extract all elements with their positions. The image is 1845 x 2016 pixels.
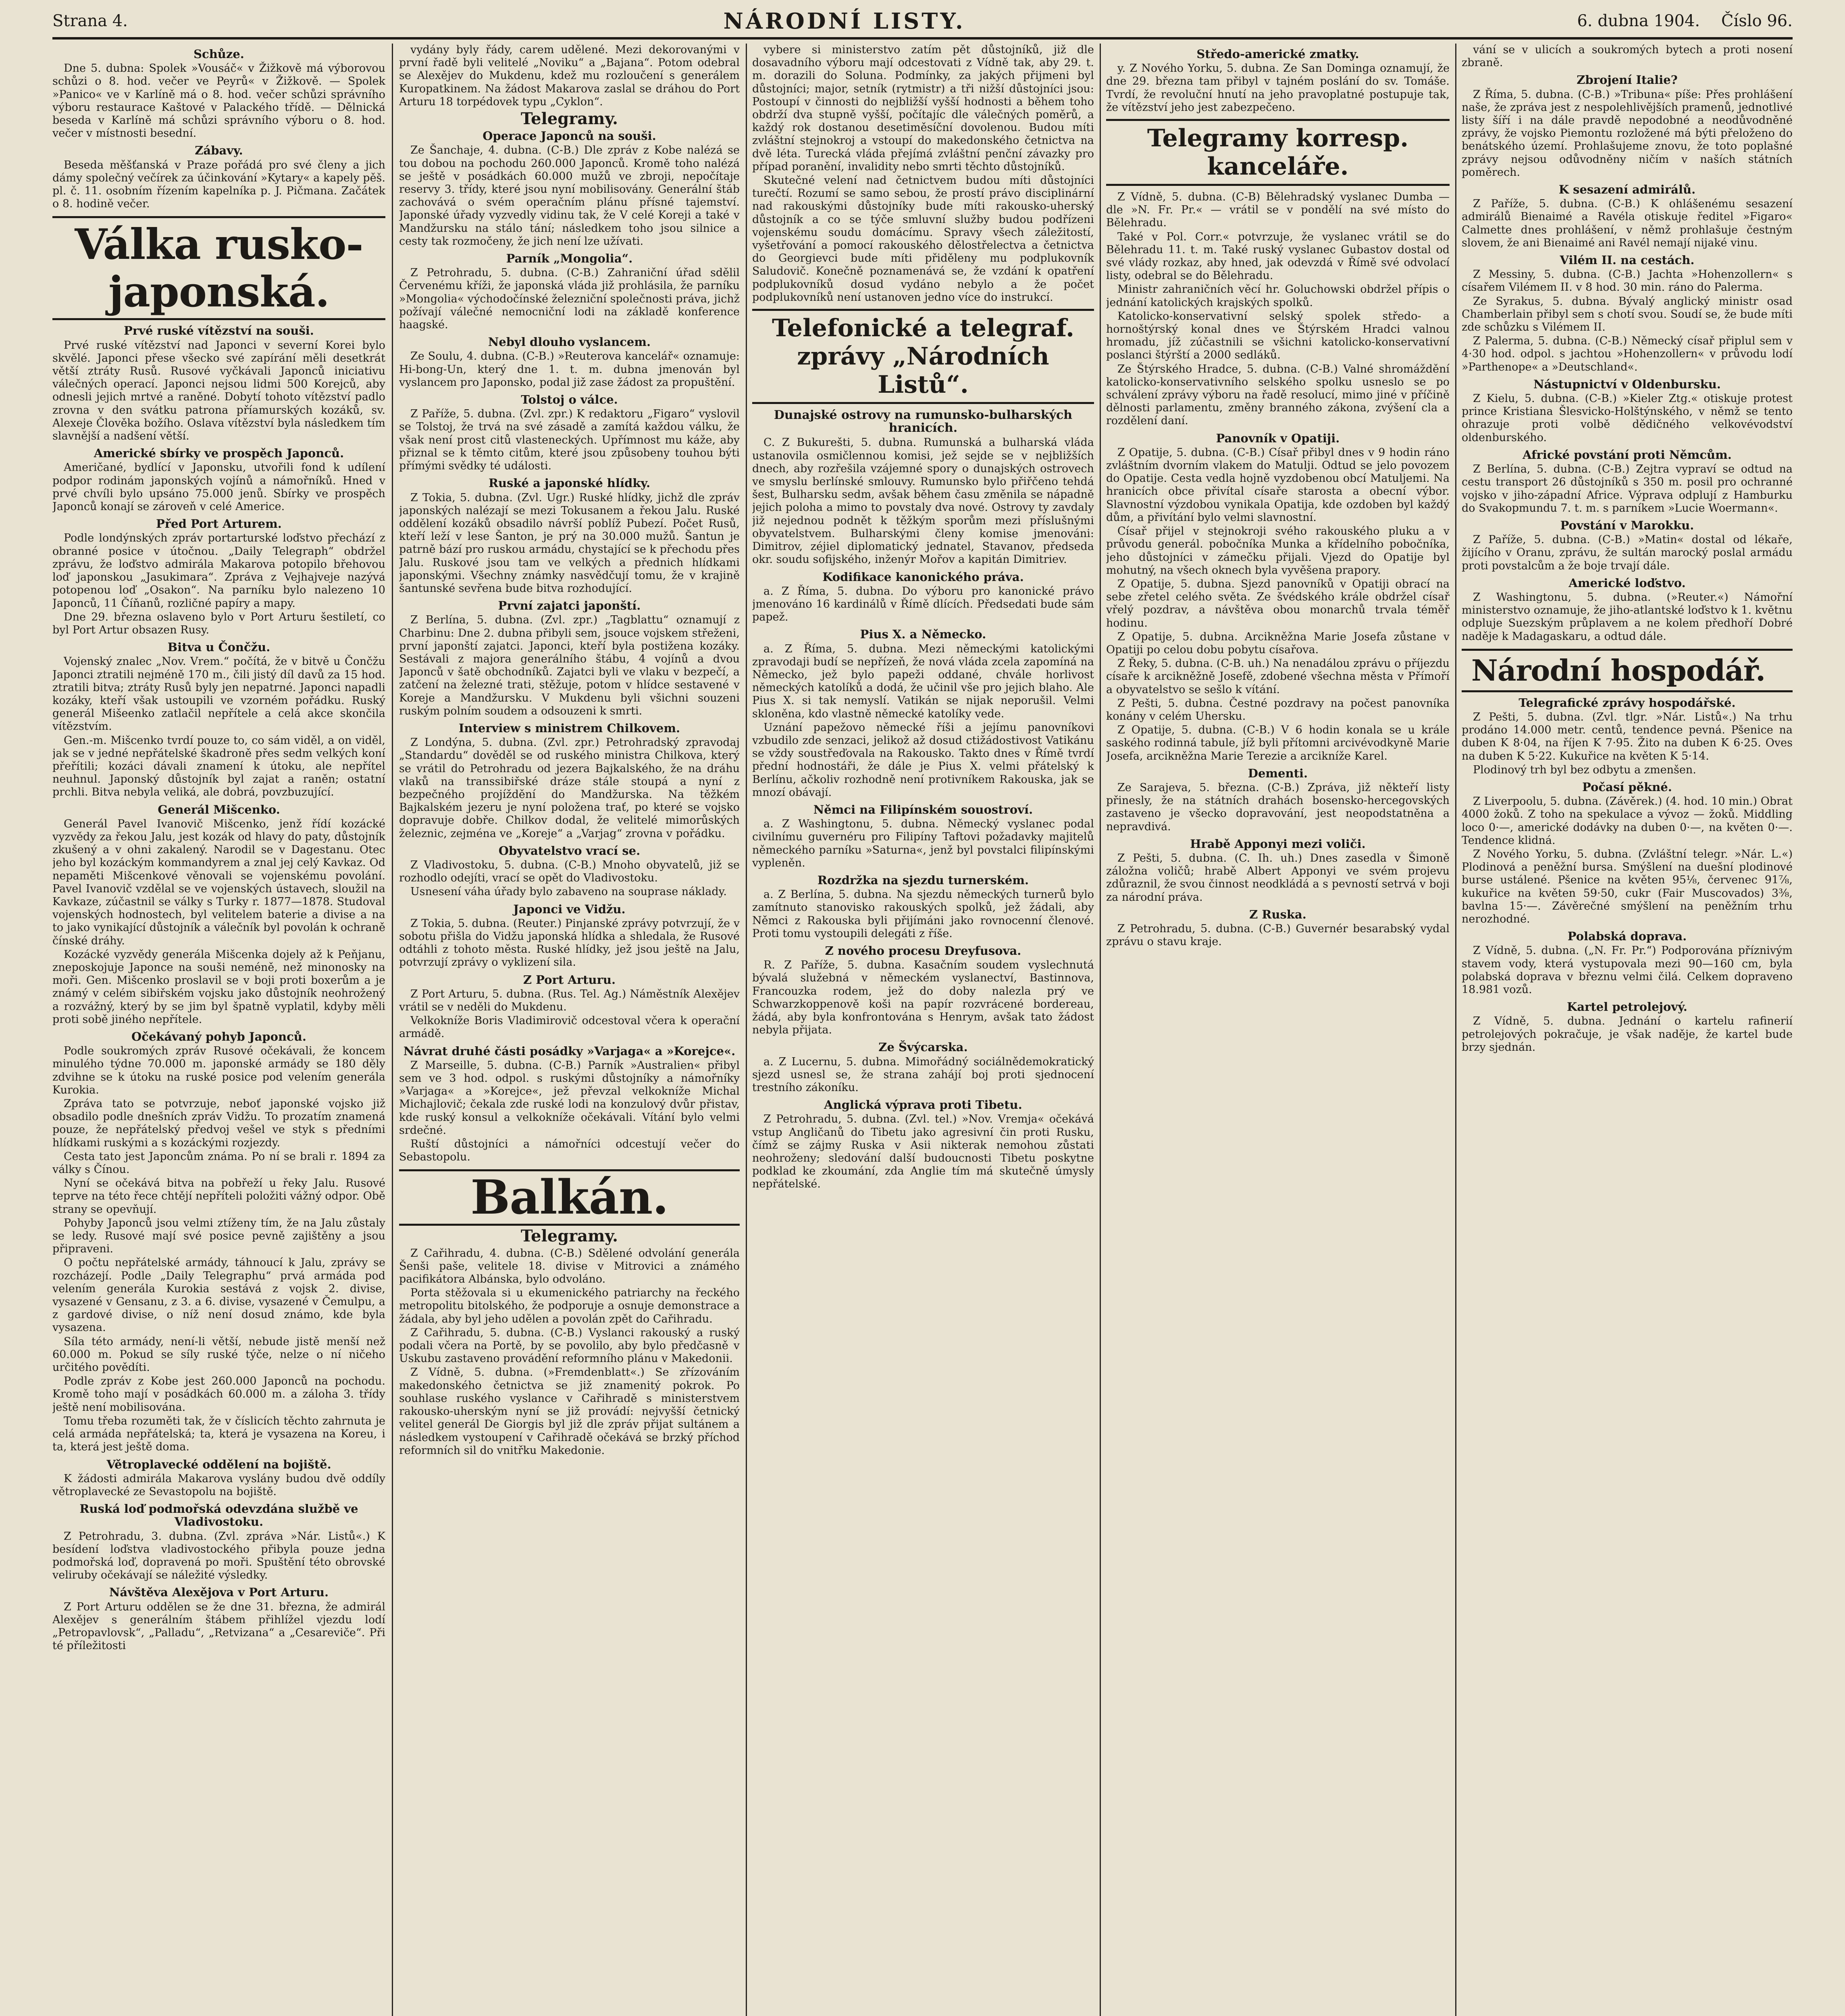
article-paragraph: Velkokníže Boris Vladimirovič odcestoval včera k operační armádě. bbox=[399, 1014, 740, 1040]
article-paragraph: y. Z Nového Yorku, 5. dubna. Ze San Dominga oznamují, že dne 29. března tam přibyl v tajném poslání do sv. Tomáše. Tvrdí, že revoluční hnutí na jeho pravoplatné postupuje tak, že vítězství jeho jest zabezpečeno. bbox=[1106, 62, 1450, 114]
column-divider bbox=[746, 44, 747, 2016]
column-divider bbox=[1100, 44, 1101, 2016]
article-subheading: Rozdržka na sjezdu turnerském. bbox=[817, 873, 1029, 887]
issue-date: 6. dubna 1904. bbox=[1577, 12, 1700, 30]
article-paragraph: Dne 29. března oslaveno bylo v Port Arturu šestiletí, co byl Port Artur obsazen Rusy. bbox=[52, 610, 385, 636]
article-paragraph: Američané, bydlící v Japonsku, utvořili fond k udílení podpor rodinám japonských vojínů a námořníků. Hned v prvé chvíli bylo upsáno 75.000 jenů. Sbírky ve prospěch Japonců konají se zároveň v celé Americe. bbox=[52, 461, 385, 513]
article-paragraph: Pohyby Japonců jsou velmi ztíženy tím, že na Jalu zůstaly se ledy. Rusové mají své posice pevně zajištěny a jsou připraveni. bbox=[52, 1216, 385, 1256]
article-subheading: Polabská doprava. bbox=[1567, 929, 1687, 943]
article-paragraph: Z Petrohradu, 5. dubna. (Zvl. tel.) »Nov. Vremja« očekává vstup Angličanů do Tibetu jako agresivní čin proti Rusku, čímž se zájmy Ruska v Asii nikterak nemohou zůstati neohroženy; sledování další budoucnosti Tibetu poskytne podklad ke zkoumání, zda Anglie tím má skutečně úmysly nepřátelské. bbox=[752, 1113, 1094, 1191]
article-paragraph: Usnesení váha úřady bylo zabaveno na souprase náklady. bbox=[410, 885, 727, 898]
article-paragraph: Zpráva tato se potvrzuje, neboť japonské vojsko již obsadilo podle dnešních zpráv Vidžu. To prozatím znamená pouze, že nepřátelský předvoj vešel ve styk s předními hlídkami ruskými a s kozáckými rozjezdy. bbox=[52, 1098, 385, 1149]
article-paragraph: Z Opatije, 5. dubna. (C-B.) Císař přibyl dnes v 9 hodin ráno zvláštním dvorním vlakem do Matulji. Odtud se jelo povozem do Opatije. Cesta vedla hojně vyzdobenou obcí Matuljemi. Na hranicích obce přivítal císaře starosta a obecní výbor. Slavnostní výzdobou vynikala Opatija, kde ozdoben byl každý dům, a přivítání bylo velmi slavnostní. bbox=[1106, 446, 1450, 524]
article-subheading: Návštěva Alexějova v Port Arturu. bbox=[109, 1585, 329, 1599]
article-subheading: Větroplavecké oddělení na bojiště. bbox=[106, 1457, 331, 1471]
article-subheading: Bitva u Čončžu. bbox=[167, 640, 270, 654]
article-paragraph: C. Z Bukurešti, 5. dubna. Rumunská a bulharská vláda ustanovila osmičlennou komisi, jež sejde se v nejbližších dnech, aby rozřešila vzájemné spory o dunajských ostrovech ve smyslu berlínské smlouvy. Rumunsko bylo přiřčeno tehdá šest, Bulharsku sedm, avšak během času změnila se nápadně jejich poloha a mimo to povstaly dva nové. Ostrovy ty zavdaly již nejednou podnět k těžkým sporům mezi příslušnými obyvatelstvem. Bulharskými členy komise jmenováni: Dimitrov, zéjiel diplomatický jednatel, Stavanov, předseda okr. soudu sofijského, inženýr Mořov a kapitán Dimitriev. bbox=[752, 436, 1094, 566]
article-paragraph: Z Tokia, 5. dubna. (Zvl. Ugr.) Ruské hlídky, jichž dle zpráv japonských nalézají se mezi Tokusanem a řekou Jalu. Ruské oddělení kozáků obsadilo návrší poblíž Pubezí. Počet Rusů, kteří leží v lese Šanton, je prý na 30.000 mužů. Šantun je patrně bází pro ruskou armádu, chystající se k přechodu přes Jalu. Ruskové jsou tam ve velkých a přednich hlídkami japonskými. Všechny známky nasvědčují tomu, že v krajině šantunské sevřena bude bitva rozhodující. bbox=[399, 491, 740, 595]
article-paragraph: Ze Šanchaje, 4. dubna. (C-B.) Dle zpráv z Kobe nalézá se tou dobou na pochodu 260.000 Japonců. Kromě toho nalézá se ještě v posádkách 60.000 mužů ve zbroji, nepočítaje reservy 3. třídy, které jsou nyní mobilisovány. Generální štáb zachovává o svém operačním plánu přísné tajemství. Japonské úřady vyzvedly vidinu tak, že V celé Koreji a také v Mandžursku na stálo tání; následkem toho jsou silnice a cesty tak rozmočeny, že jich není lze užívati. bbox=[399, 144, 740, 248]
article-paragraph: Síla této armády, není-li větší, nebude jistě menší než 60.000 m. Pokud se síly ruské týče, nelze o ní ničeho určitého povědíti. bbox=[52, 1335, 385, 1374]
article-paragraph: Ministr zahraničních věcí hr. Goluchowski obdržel přípis o jednání katolických krajských spolků. bbox=[1106, 283, 1450, 309]
article-paragraph: Skutečné velení nad četnictvem budou míti důstojníci turečtí. Rozumí se samo sebou, že prostí právo disciplinární nad rakouskými důstojníky bude míti rakousko-uherský důstojník a co se týče smluvní služby budou podřízeni vojenskému soudu domácímu. Spravy všech záležitostí, vyšetřování a pomocí rakouského dělostřelectva a četnictva do Georgievci bude míti přiděleny mu podplukovník Saludovič. Konečně poznamenává se, že vzdání k opatření podplukovníků dosud vydáno nebylo a že počet podplukovníků není ustanoven jedno více do instrukcí. bbox=[752, 174, 1094, 304]
boxed-subheading: Dunajské ostrovy na rumunsko-bulharských hranicích. bbox=[774, 408, 1073, 435]
section-heading: Národní hospodář. bbox=[1462, 649, 1793, 692]
article-paragraph: Z Opatije, 5. dubna. Sjezd panovníků v Opatiji obrací na sebe zřetel celého světa. Ze švédského krále obdržel císař vřelý pozdrav, a návštěva obou monarchů trvala téměř hodinu. bbox=[1106, 577, 1450, 629]
article-subheading: Africké povstání proti Němcům. bbox=[1523, 448, 1732, 462]
article-subheading: Ze Švýcarska. bbox=[878, 1040, 968, 1054]
article-paragraph: Z Cařihradu, 4. dubna. (C-B.) Sdělené odvolání generála Šenši paše, velitele 18. divise v Mitrovici a známého pacifikátora Albánska, bylo odvoláno. bbox=[399, 1247, 740, 1286]
column-2 bbox=[399, 44, 740, 2016]
article-paragraph: Z Pešti, 5. dubna. (Zvl. tlgr. »Nár. Listů«.) Na trhu prodáno 14.000 metr. centů, tendence pevná. Pšenice na duben K 8·04, na říjen K 7·95. Žito na duben K 6·25. Oves na duben K 5·22. Kukuřice na květen K 5·14. bbox=[1462, 710, 1793, 762]
article-paragraph: vání se v ulicích a soukromých bytech a proti nosení zbraně. bbox=[1462, 44, 1793, 69]
article-subheading: Parník „Mongolia“. bbox=[506, 252, 633, 266]
article-paragraph: vybere si ministerstvo zatím pět důstojníků, již dle dosavadního výboru mají odcestovati z Vídně tak, aby 29. t. m. dorazili do Soluna. Podmínky, za jakých přijmeni byl důstojníci; major, setník (rytmistr) a tři nižší důstojníci jsou: Postoupí v činnosti do nejbližší vyšší hodnosti a během toho obdrží dva stupně vyšší, počítajíc dle válečných poměrů, a každý rok dostanou desetiměsíční dovolenou. Budou míti zvláštní stejnokroj a vstoupí do makedonského četnictva na dvě léta. Turecká vláda přejímá zvláštní penční závazky pro případ poranění, invalidity nebo smrti těchto důstojníků. bbox=[752, 44, 1094, 173]
article-subheading: Z Port Arturu. bbox=[523, 973, 616, 987]
article-paragraph: Z Vídně, 5. dubna. Jednání o kartelu rafinerií petrolejových pokračuje, je však naděje, že kartel bude brzy sjednán. bbox=[1462, 1015, 1793, 1054]
article-paragraph: a. Z Berlína, 5. dubna. Na sjezdu německých turnerů bylo zamítnuto stanovisko rakouských spolků, jež žádali, aby Němci z Rakouska byli přijímáni jako rovnocenní členové. Proti tomu vystoupili delegáti z říše. bbox=[752, 888, 1094, 940]
article-paragraph: Gen.-m. Mišcenko tvrdí pouze to, co sám viděl, a on viděl, jak se v jedné nepřátelské škadroně přes sedm velkých koní přeřítili; kozáci dávali znamení k útoku, ale nepřítel neuhnul. Japonský důstojník byl zajat a raněn; ostatní prchli. Bitva nebyla veliká, ale dobrá, povzbuzující. bbox=[52, 734, 385, 799]
article-subheading: Americké loďstvo. bbox=[1568, 576, 1686, 590]
article-paragraph: Z Opatije, 5. dubna. Arcikněžna Marie Josefa zůstane v Opatiji po celou dobu pobytu císařova. bbox=[1106, 630, 1450, 656]
article-subheading: K sesazení admirálů. bbox=[1558, 183, 1696, 197]
newspaper-title: NÁRODNÍ LISTY. bbox=[723, 8, 965, 34]
article-paragraph: Z Berlína, 5. dubna. (C-B.) Zejtra vypraví se odtud na cestu transport 26 důstojníků s 350 m. posil pro ochranné vojsko v jiho-západní Africe. Výprava odplují z Hamburku do Svakopmundu 7. t. m. s parníkem »Lucie Woermann«. bbox=[1462, 463, 1793, 514]
article-paragraph: Porta stěžovala si u ekumenického patriarchy na řeckého metropolitu bitolského, že podporuje a osnuje demonstrace a žádala, aby byl jeho udělen a povolán zpět do Cařihradu. bbox=[399, 1287, 740, 1325]
article-subheading: Operace Japonců na souši. bbox=[483, 129, 656, 143]
column-divider bbox=[392, 44, 393, 2016]
article-paragraph: a. Z Washingtonu, 5. dubna. Německý vyslanec podal civilnímu guvernéru pro Filipíny Taftovi požadavky majitelů německého parníku »Saturna«, jenž byl povstalci filipínskými vypleněn. bbox=[752, 818, 1094, 869]
article-paragraph: Z Port Arturu, 5. dubna. (Rus. Tel. Ag.) Náměstník Alexějev vrátil se v neděli do Mukdenu. bbox=[399, 987, 740, 1014]
article-paragraph: Z Washingtonu, 5. dubna. (»Reuter.«) Námořní ministerstvo oznamuje, že jiho-atlantské loďstvo k 1. květnu odpluje Suezským průplavem a ne kolem předhoří Dobré naděje k Madagaskaru, a odtud dále. bbox=[1462, 591, 1793, 643]
article-subheading: Němci na Filipínském souostroví. bbox=[813, 802, 1033, 816]
article-paragraph: Z Paříže, 5. dubna. (C-B.) »Matin« dostal od lékaře, žijícího v Oranu, zprávu, že sultán marocký poslal armádu proti povstalcům a že boje trvají dále. bbox=[1462, 533, 1793, 572]
article-paragraph: Ruští důstojníci a námořníci odcestují večer do Sebastopolu. bbox=[399, 1138, 740, 1164]
article-subheading: Hrabě Apponyi mezi voliči. bbox=[1190, 837, 1366, 851]
article-paragraph: Beseda měšťanská v Praze pořádá pro své členy a jich dámy společný večírek za účinkování »Kytary« a kapely pěš. pl. č. 11. osobním řízením kapelníka p. J. Pičmana. Začátek o 8. hodině večer. bbox=[52, 158, 385, 210]
article-subheading: Z nového procesu Dreyfusova. bbox=[825, 943, 1021, 958]
article-paragraph: Kozácké vyzvědy generála Mišcenka dojely až k Peňjanu, zneposkojuje Japonce na souši neméně, než minonosky na moři. Gen. Mišcenko proslavil se v boji proti boxerům a je známý v celém sibiřském vojsku jako důstojník neohrožený a rozvážný, který by se jim byl špatně vyplatil, kdyby měli proti sobě jiného nepřítele. bbox=[52, 948, 385, 1026]
article-subheading: Vilém II. na cestách. bbox=[1560, 253, 1695, 267]
article-paragraph: a. Z Říma, 5. dubna. Mezi německými katolickými zpravodaji budí se nepřízeň, že nová vláda zcela zapomíná na Německo, jež bylo papeži oddané, chvále horlivost německých katolíků a dodá, že učinil vše pro jejich blaho. Ale Pius X. si tak nemyslí. Vatikán se nijak neporušil. Velmi skloněna, kdo vlastně německé katolíky vede. bbox=[752, 642, 1094, 720]
article-subheading: Americké sbírky ve prospěch Japonců. bbox=[94, 446, 344, 460]
article-subheading: Prvé ruské vítězství na souši. bbox=[124, 324, 314, 338]
article-subheading: Tolstoj o válce. bbox=[521, 393, 618, 407]
article-paragraph: vydány byly řády, carem udělené. Mezi dekorovanými v první řadě byli velitelé „Noviku“ a „Bajana“. Potom odebral se Alexějev do Mukdenu, kdež mu rozloučení s generálem Kuropatkinem. Na žádost Makarova zaslal se dráhou do Port Arturu 18 torpédovek typu „Cyklon“. bbox=[399, 44, 740, 108]
article-subheading: Anglická výprava proti Tibetu. bbox=[824, 1098, 1022, 1112]
article-paragraph: Ze Syrakus, 5. dubna. Bývalý anglický ministr osad Chamberlain přibyl sem s chotí svou. Soudí se, že bude míti zde schůzku s Vilémem II. bbox=[1462, 295, 1793, 334]
article-paragraph: a. Z Lucernu, 5. dubna. Mimořádný sociálnědemokratický sjezd usnesl se, že strana zahájí boj proti sjednocení trestního zákoníku. bbox=[752, 1055, 1094, 1094]
article-subheading: Povstání v Marokku. bbox=[1560, 518, 1694, 532]
article-paragraph: Z Nového Yorku, 5. dubna. (Zvláštní telegr. »Nár. L.«) Plodinová a peněžní bursa. Smýšlení na duešní plodinové burse ustálené. Pšenice na květen 95⅛, červenec 91⅞, kukuřice na květen 59·50, cukr (Fair Muscovados) 3⅜, bavlna 15·—. Závěrečné smýšlení na peněžním trhu nerozhodné. bbox=[1462, 848, 1793, 925]
article-paragraph: R. Z Paříže, 5. dubna. Kasačním soudem vyslechnutá bývalá služebná v německém vyslanectví, Bastinnova, Francouzka rodem, jež do doby nalezla prý ve Schwarzkoppenově koši na papír rozvrácené bordereau, žádá, aby byla konfrontována s Henrym, avšak tato žádost nebyla přijata. bbox=[752, 959, 1094, 1037]
article-subheading: Počasí pěkné. bbox=[1582, 780, 1672, 794]
article-paragraph: Z Řeky, 5. dubna. (C-B. uh.) Na nenadálou zprávu o příjezdu císaře k arcikněžně Josefě, zdobené všechna města v Přímoří a obyvatelstvo se sešlo k vítání. bbox=[1106, 657, 1450, 696]
article-paragraph: Z Port Arturu oddělen se že dne 31. března, že admirál Alexějev s generálním štábem přihlížel vjezdu lodí „Petropavlovsk“, „Palladu“, „Retvizana“ a „Cesareviče“. Při té příležitosti bbox=[52, 1600, 385, 1652]
article-paragraph: Z Pešti, 5. dubna. Čestné pozdravy na počest panovníka konány v celém Uhersku. bbox=[1106, 697, 1450, 723]
article-paragraph: Nyní se očekává bitva na pobřeží u řeky Jalu. Rusové teprve na této řece chtějí nepříteli položiti vážný odpor. Obě strany se opevňují. bbox=[52, 1177, 385, 1216]
article-subheading: Obyvatelstvo vrací se. bbox=[498, 843, 641, 858]
column-5 bbox=[1462, 44, 1793, 2016]
article-paragraph: Ze Štýrského Hradce, 5. dubna. (C-B.) Valné shromáždění katolicko-konservativního selského spolku usneslo se po schválení zprávy výboru na řadě resolucí, mimo jiné v příčině dělnosti parlamentu, změny branného zákona, zvýšení cla a rozdělení daní. bbox=[1106, 362, 1450, 427]
column-3 bbox=[752, 44, 1094, 2016]
article-subheading: Kodifikace kanonického práva. bbox=[822, 570, 1024, 584]
article-paragraph: Z Tokia, 5. dubna. (Reuter.) Pinjanské zprávy potvrzují, že v sobotu přišla do Vidžu japonská hlídka a shledala, že Rusové odtáhli z tohoto města. Ruské hlídky, jež jsou ještě na Jalu, potvrzují zprávy o vyklizení sila. bbox=[399, 917, 740, 969]
article-paragraph: Z Petrohradu, 5. dubna. (C-B.) Zahraniční úřad sdělil Červenému kříži, že japonská vláda již prohlásila, že parníku »Mongolia« východočínské železniční společnosti práva, jichž požívají válečné nemocniční lodi na základě konference haagské. bbox=[399, 267, 740, 331]
article-paragraph: Z Vídně, 5. dubna. („N. Fr. Pr.“) Podporována příznivým stavem vody, která vystupovala mezi 90—160 cm, byla polabská doprava v březnu velmi čilá. Celkem dopraveno 18.981 vozů. bbox=[1462, 944, 1793, 996]
boxed-heading: Telegramy korresp. kanceláře. bbox=[1106, 119, 1450, 186]
article-paragraph: Prvé ruské vítězství nad Japonci v severní Korei bylo skvělé. Japonci přese všecko své zapírání měli desetkrát větší ztráty Rusů. Rusové vyčkávali Japonců iniciativu válečných operací. Japonci nejsou lidmi 500 Korejců, aby odnesli jejich mrtvé a raněné. Dobytí tohoto vítězství padlo zrovna v den svátku patrona příamurských kozáků, sv. Alexeje Člověka božího. Oslava vítězství byla následkem tím slavnější a nadšení větší. bbox=[52, 339, 385, 443]
article-subheading: Ruské a japonské hlídky. bbox=[488, 476, 651, 490]
article-paragraph: Císař přijel v stejnokroji svého rakouského pluku a v průvodu generál. pobočníka Munka a křídelního pobočníka, jeho důstojníci v zámečku přijali. Vjezd do Opatije byl mohutný, na všech oknech byla vyvěšena prapory. bbox=[1106, 525, 1450, 577]
article-paragraph: Z Paříže, 5. dubna. (C-B.) K ohlášenému sesazení admirálů Bienaimé a Ravéla otiskuje ředitel »Figaro« Calmette dnes prohlášení, v němž prohlašuje čestným slovem, že ani Bienaimé ani Ravél nemají nijaké vinu. bbox=[1462, 198, 1793, 249]
article-subheading: Interview s ministrem Chilkovem. bbox=[458, 721, 680, 735]
article-paragraph: Ze Soulu, 4. dubna. (C-B.) »Reuterova kancelář« oznamuje: Hi-bong-Un, který dne 1. t. m. dubna jmenován byl vyslancem pro Japonsko, podal již zase žádost za propuštění. bbox=[399, 350, 740, 389]
page-label: Strana 4. bbox=[52, 12, 128, 30]
article-paragraph: Z Petrohradu, 3. dubna. (Zvl. zpráva »Nár. Listů«.) K besídení loďstva vladivostockého přibyla pouze jedna podmořská loď, dopravená po moři. Spuštění této obrovské veliruby očekávají se náležité výsledky. bbox=[52, 1530, 385, 1582]
masthead-right bbox=[1561, 12, 1793, 30]
issue-number: Číslo 96. bbox=[1721, 12, 1793, 30]
article-subheading: Kartel petrolejový. bbox=[1567, 1000, 1687, 1014]
article-subheading: Zábavy. bbox=[195, 144, 243, 158]
article-paragraph: Z Říma, 5. dubna. (C-B.) »Tribuna« píše: Přes prohlášení naše, že zpráva jest z nespolehlivějších pramenů, jednotlivé listy šíří i na dále pravdě nepodobné a neodůvodněné zprávy, že vojsko Piemontu rozložené má býti přeloženo do benátského území. Prohlašujeme znovu, že toto poplašné zprávy nejsou odůvodněny ničím v naších státních poměrech. bbox=[1462, 88, 1793, 179]
article-subheading: Pius X. a Německo. bbox=[860, 627, 986, 641]
article-paragraph: Z Berlína, 5. dubna. (Zvl. zpr.) „Tagblattu“ oznamují z Charbinu: Dne 2. dubna přibyli sem, jsouce vojskem střeženi, první japonští zajatci. Japonci, kteří byla postižena kozáky. Sestávali z majora generálního štábu, 4 vojínů a dvou Japonců v šatě obchodníků. Zajatci byli ve vlaku v bezpečí, a zatčení na železné trati, stěžuje, potom v hlídce sestavené v Koreje a Mandžursku. V Mukdenu byli všichni souzeni ruským polním soudem a odsouzeni k smrti. bbox=[399, 614, 740, 717]
article-paragraph: Z Messiny, 5. dubna. (C-B.) Jachta »Hohenzollern« s císařem Vilémem II. v 8 hod. 30 min. ráno do Palerma. bbox=[1462, 268, 1793, 294]
article-paragraph: O počtu nepřátelské armády, táhnoucí k Jalu, zprávy se rozcházejí. Podle „Daily Telegraphu“ prvá armáda pod velením generála Kurokia sestává z vojsk 2. divise, vysazené v Gensanu, z 3. a 6. divise, vysazené v Čemulpu, a z gardové divise, o níž není dosud známo, kde byla vysazena. bbox=[52, 1256, 385, 1334]
article-paragraph: Z Liverpoolu, 5. dubna. (Závěrek.) (4. hod. 10 min.) Obrat 4000 žoků. Z toho na spekulace a vývoz — žoků. Middling loco 0·—, americké dodávky na duben 0·—, na květen 0·—. Tendence klidná. bbox=[1462, 795, 1793, 847]
article-paragraph: Z Kielu, 5. dubna. (C-B.) »Kieler Ztg.« otiskuje protest prince Kristiana Šlesvicko-Holštýnského, v němž se tento ohrazuje proti volbě dědičného velkovévodství oldenburského. bbox=[1462, 392, 1793, 444]
article-paragraph: Z Palerma, 5. dubna. (C-B.) Německý císař připlul sem v 4·30 hod. odpol. s jachtou »Hohenzollern« v průvodu lodí »Parthenope« a »Deutschland«. bbox=[1462, 335, 1793, 373]
article-subheading: Panovník v Opatiji. bbox=[1216, 431, 1340, 445]
article-paragraph: Ze Sarajeva, 5. března. (C-B.) Zpráva, již někteří listy přinesly, že na státních drahách bosensko-hercegovských zastaveno je všecko dopravování, jest neopodstatněna a nepravdivá. bbox=[1106, 781, 1450, 833]
article-paragraph: Tomu třeba rozuměti tak, že v číslicích těchto zahrnuta je celá armáda nepřátelská; ta, která je vysazena na Koreu, i ta, která jest ještě doma. bbox=[52, 1414, 385, 1454]
article-subheading: Nástupnictví v Oldenbursku. bbox=[1533, 377, 1721, 391]
article-subheading: Z Ruska. bbox=[1249, 907, 1306, 921]
article-subheading: Ruská loď podmořská odevzdána službě ve Vladivostoku. bbox=[79, 1502, 358, 1529]
article-paragraph: Katolicko-konservativní selský spolek středo- a hornoštýrský konal dnes ve Štýrském Hradci valnou hromadu, jíž zúčastnili se všichni katolicko-konservativní poslanci štýrští a 2000 sedláků. bbox=[1106, 310, 1450, 362]
section-heading: Balkán. bbox=[399, 1169, 740, 1226]
article-subheading: Schůze. bbox=[193, 47, 244, 61]
article-paragraph: Z Vladivostoku, 5. dubna. (C-B.) Mnoho obyvatelů, již se rozhodlo odejíti, vrací se opět do Vladivostoku. bbox=[399, 858, 740, 885]
masthead-rule bbox=[52, 37, 1793, 40]
article-paragraph: Uznání papežovo německé říši a jejímu panovníkovi vzbudilo zde senzaci, jelikož až dosud ctižádostivost Vatikánu se vždy soustřeďovala na Rakousko. Takto dnes v Římě tvrdí přední hodnostáři, že dále je Pius X. velmi přátelský k Berlínu, ačkoliv rozhodně není protivníkem Rakouska, jak se mnozí obávají. bbox=[752, 721, 1094, 799]
article-paragraph: Z Pešti, 5. dubna. (C. Ih. uh.) Dnes zasedla v Šimoně záložna voličů; hrabě Albert Apponyi ve svém projevu zdůraznil, že svou činnost neodkládá a s pevností setrvá v boji za národní práva. bbox=[1106, 852, 1450, 904]
column-1 bbox=[52, 44, 385, 2016]
article-subheading: Návrat druhé části posádky »Varjaga« a »Korejce«. bbox=[403, 1044, 736, 1058]
article-paragraph: Generál Pavel Ivanovič Mišcenko, jenž řídí kozácké vyzvědy za řekou Jalu, jest kozák od hlavy do paty, důstojník zkušený a v ohni zakalený. Narodil se v Dagestanu. Otec jeho byl kozáckým kommandyrem a znal jej celý Kavkaz. Od nepaměti Mišcenkové věnovali se vojenskému povolání. Pavel Ivanovič vzdělal se ve vojenských ústavech, sloužil na Kavkaze, zúčastnil se války s Turky r. 1877—1878. Studoval vojenských hodnostech, byl velitelem baterie a divise a na to jako vynikající důstojník a válečník byl povolán k ochraně čínské dráhy. bbox=[52, 817, 385, 947]
article-paragraph: Podle soukromých zpráv Rusové očekávali, že koncem minulého týdne 70.000 m. japonské armády se 180 děly zdvihne se k útoku na ruské posice pod velením generála Kurokia. bbox=[52, 1045, 385, 1096]
section-heading: Válka rusko-japonská. bbox=[52, 216, 385, 320]
article-paragraph: Z Vídně, 5. dubna. (»Fremdenblatt«.) Se zřízováním makedonského četnictva se již znamenitý pokrok. Po souhlase ruského vyslance v Cařihradě s ministerstvem rakousko-uherským nyní se již provádí: nejvyšší četnický velitel generál De Giorgis byl již dle zpráv přijat sultánem a následkem vystoupení v Cařihradě očekává se brzký příchod reformních sil do vnitřku Makedonie. bbox=[399, 1366, 740, 1457]
article-paragraph: Také v Pol. Corr.« potvrzuje, že vyslanec vrátil se do Bělehradu 11. t. m. Také ruský vyslanec Gubastov dostal od své vlády rozkaz, aby hned, jak odevzdá v Římě své odvolací listy, odebral se do Bělehradu. bbox=[1106, 230, 1450, 282]
article-paragraph: a. Z Říma, 5. dubna. Do výboru pro kanonické právo jmenováno 16 kardinálů v Římě dlících. Předsedati bude sám papež. bbox=[752, 585, 1094, 624]
column-divider bbox=[1455, 44, 1456, 2016]
article-subheading: Středo-americké zmatky. bbox=[1196, 47, 1359, 61]
article-paragraph: Z Vídně, 5. dubna. (C-B) Bělehradský vyslanec Dumba — dle »N. Fr. Pr.« — vrátil se v pondělí na své místo do Bělehradu. bbox=[1106, 191, 1450, 229]
article-paragraph: Cesta tato jest Japoncům známa. Po ní se brali r. 1894 za války s Čínou. bbox=[52, 1150, 385, 1176]
article-paragraph: Z Paříže, 5. dubna. (Zvl. zpr.) K redaktoru „Figaro“ vyslovil se Tolstoj, že trvá na své zásadě a zamítá každou válku, že však není prost citů vlasteneckých. Upřímnost mu káže, aby přiznal se k těmto citům, které jsou způsobeny touhou býti přímými svědky té události. bbox=[399, 408, 740, 473]
article-paragraph: Podle londýnských zpráv portarturské loďstvo přechází z obranné posice v útočnou. „Daily Telegraph“ obdržel zprávu, že loďstvo admirála Makarova potopilo břehovou loď japonskou „Jasukimara“. Zpráva z Vejhajveje nazývá potopenou loď „Osakon“. Na parníku bylo nalezeno 10 Japonců, 11 Číňanů, rozličné papíry a mapy. bbox=[52, 532, 385, 610]
article-subheading: Před Port Arturem. bbox=[156, 517, 282, 531]
masthead bbox=[52, 8, 1793, 34]
article-subheading: Japonci ve Vidžu. bbox=[513, 902, 626, 916]
article-paragraph: Plodinový trh byl bez odbytu a zmenšen. bbox=[1473, 763, 1696, 776]
article-paragraph: K žádosti admirála Makarova vyslány budou dvě oddíly větroplavecké ze Sevastopolu na bojiště. bbox=[52, 1472, 385, 1498]
article-subheading: Zbrojení Italie? bbox=[1577, 73, 1678, 87]
article-paragraph: Z Marseille, 5. dubna. (C-B.) Parník »Australien« přibyl sem ve 3 hod. odpol. s ruskými důstojníky a námořníky »Varjaga« a »Korejce«, jež převzal velkokníže Michal Michajlovič; čekala zde ruské lodi na konzulový dvůr přistav, kde ruský konsul a velkokníže očekávali. Vítání bylo velmi srdečné. bbox=[399, 1059, 740, 1137]
article-paragraph: Vojenský znalec „Nov. Vrem.“ počítá, že v bitvě u Čončžu Japonci ztratili nejméně 170 m., čili jistý díl davů za 15 hod. ztratili bitva; ztráty Rusů byly jen nepatrné. Japonci napadli kozáky, kteří však ustoupili ve vzorném pořádku. Ruský generál Mišeenko zatlačil nepřítele a celá akce skončila vítězstvím. bbox=[52, 655, 385, 733]
article-subheading: Očekávaný pohyb Japonců. bbox=[131, 1030, 306, 1043]
article-paragraph: Podle zpráv z Kobe jest 260.000 Japonců na pochodu. Kromě toho mají v posádkách 60.000 m. a záloha 3. třídy ještě není mobilisována. bbox=[52, 1375, 385, 1414]
article-subheading: Generál Mišcenko. bbox=[158, 802, 280, 816]
article-subheading: Dementi. bbox=[1248, 766, 1308, 780]
boxed-heading: Telefonické a telegraf. zprávy „Národních Listů“. bbox=[752, 309, 1094, 404]
article-paragraph: Z Londýna, 5. dubna. (Zvl. zpr.) Petrohradský zpravodaj „Standardu“ dověděl se od ruského ministra Chilkova, který se vrátil do Petrohradu od jezera Bajkalského, že na dráhu vlaků na transsibiřské dráze stále stoupá a nyní z bezpečného projíždění do Mandžurska. Na těžkém Bajkalském jezeru je nyní položena trať, po které se vojsko dopravuje dobře. Chilkov dodal, že velitelé mimorůských železnic, zejména ve „Koreje“ a „Varjag“ zrovna v pořádku. bbox=[399, 736, 740, 840]
article-paragraph: Z Cařihradu, 5. dubna. (C-B.) Vyslanci rakouský a ruský podali včera na Portě, by se povolilo, aby bylo předčasně v Uskubu zastaveno provádění reformního plánu v Makedonii. bbox=[399, 1326, 740, 1365]
article-subheading: Telegrafické zprávy hospodářské. bbox=[1518, 696, 1736, 710]
section-subtitle: Telegramy. bbox=[520, 1227, 618, 1246]
article-subheading: Nebyl dlouho vyslancem. bbox=[488, 335, 651, 349]
column-4 bbox=[1106, 44, 1450, 2016]
article-paragraph: Dne 5. dubna: Spolek »Vousáč« v Žižkově má výborovou schůzi o 8. hod. večer ve Peyrů« v Žižkově. — Spolek »Panico« ve v Karlíně má o 8. hod. večer schůzi správního výboru restaurace Kaštové v Palackého třídě. — Dělnická beseda v Karlíně má schůzi správního výboru o 8. hod. večer v místnosti besední. bbox=[52, 62, 385, 140]
section-subtitle: Telegramy. bbox=[520, 109, 618, 129]
article-paragraph: Z Opatije, 5. dubna. (C-B.) V 6 hodin konala se u krále saského rodinná tabule, jíž byli přítomni arcivévodkyně Marie Josefa, arcikněžna Marie Terezie a arcikníže Karel. bbox=[1106, 724, 1450, 762]
article-paragraph: Z Petrohradu, 5. dubna. (C-B.) Guvernér besarabský vydal zprávu o stavu kraje. bbox=[1106, 922, 1450, 948]
article-subheading: První zajatci japonští. bbox=[498, 599, 641, 613]
